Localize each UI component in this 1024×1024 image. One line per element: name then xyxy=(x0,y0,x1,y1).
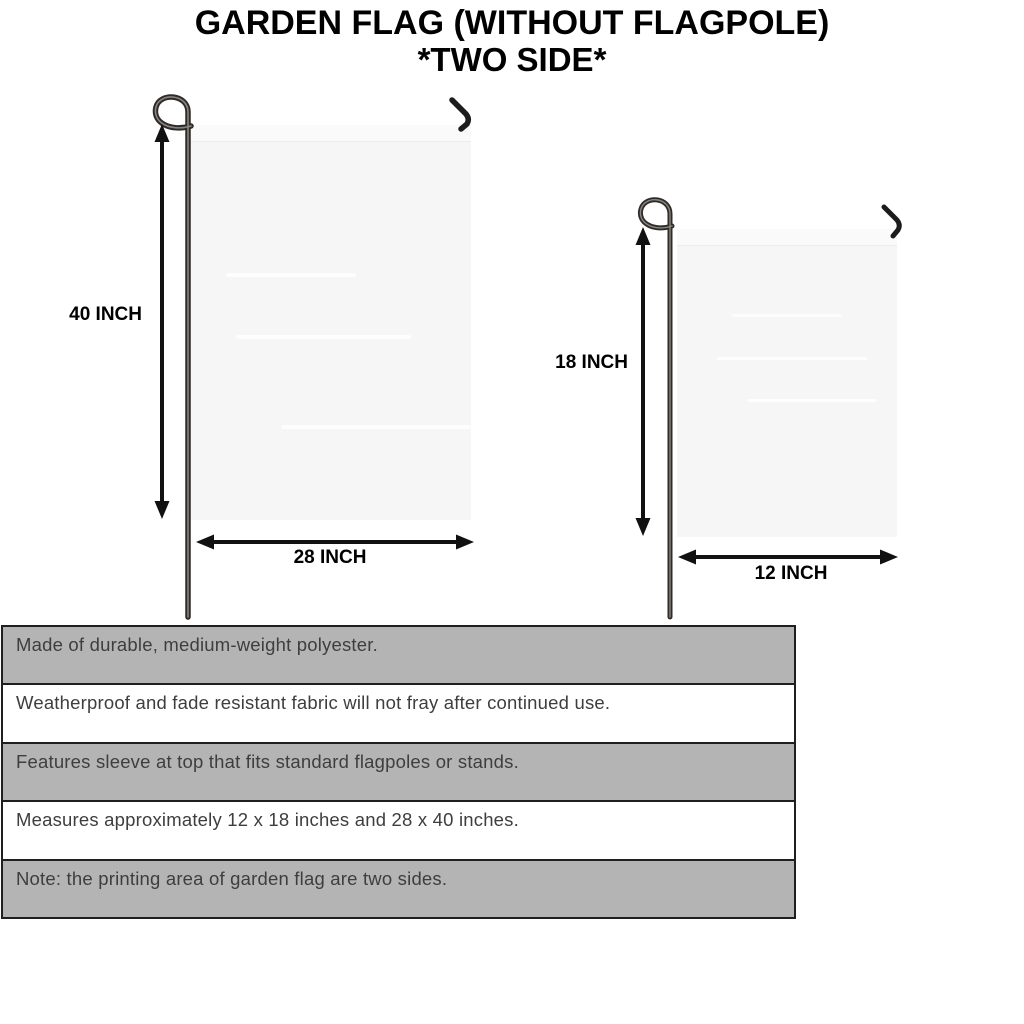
feature-text: Note: the printing area of garden flag are two sides. xyxy=(16,867,448,889)
small-flag-height-arrow xyxy=(636,227,651,536)
feature-text: Weatherproof and fade resistant fabric will not fray after continued use. xyxy=(16,692,611,714)
feature-text: Features sleeve at top that fits standard flagpoles or stands. xyxy=(16,750,519,772)
title-line-1: GARDEN FLAG (WITHOUT FLAGPOLE) xyxy=(194,4,830,42)
large-flag-hook-icon xyxy=(452,100,468,129)
feature-row xyxy=(3,800,794,858)
large-flag-height-label: 40 INCH xyxy=(69,304,142,325)
small-flagpole-icon xyxy=(640,200,672,617)
feature-row xyxy=(3,683,794,741)
feature-row xyxy=(3,627,794,683)
large-flag-width-label: 28 INCH xyxy=(293,547,367,568)
feature-row xyxy=(3,859,794,917)
feature-text: Made of durable, medium-weight polyester. xyxy=(16,634,378,655)
feature-text: Measures approximately 12 x 18 inches and 28 x 40 inches. xyxy=(16,809,519,831)
small-flag-hook-icon xyxy=(884,207,899,236)
large-flag-height-arrow xyxy=(155,124,170,519)
feature-row xyxy=(3,742,794,800)
title-line-2: *TWO SIDE* xyxy=(417,41,607,79)
small-flag-width-label: 12 INCH xyxy=(754,563,828,584)
feature-table xyxy=(1,625,796,919)
small-flag-height-label: 18 INCH xyxy=(555,352,628,373)
